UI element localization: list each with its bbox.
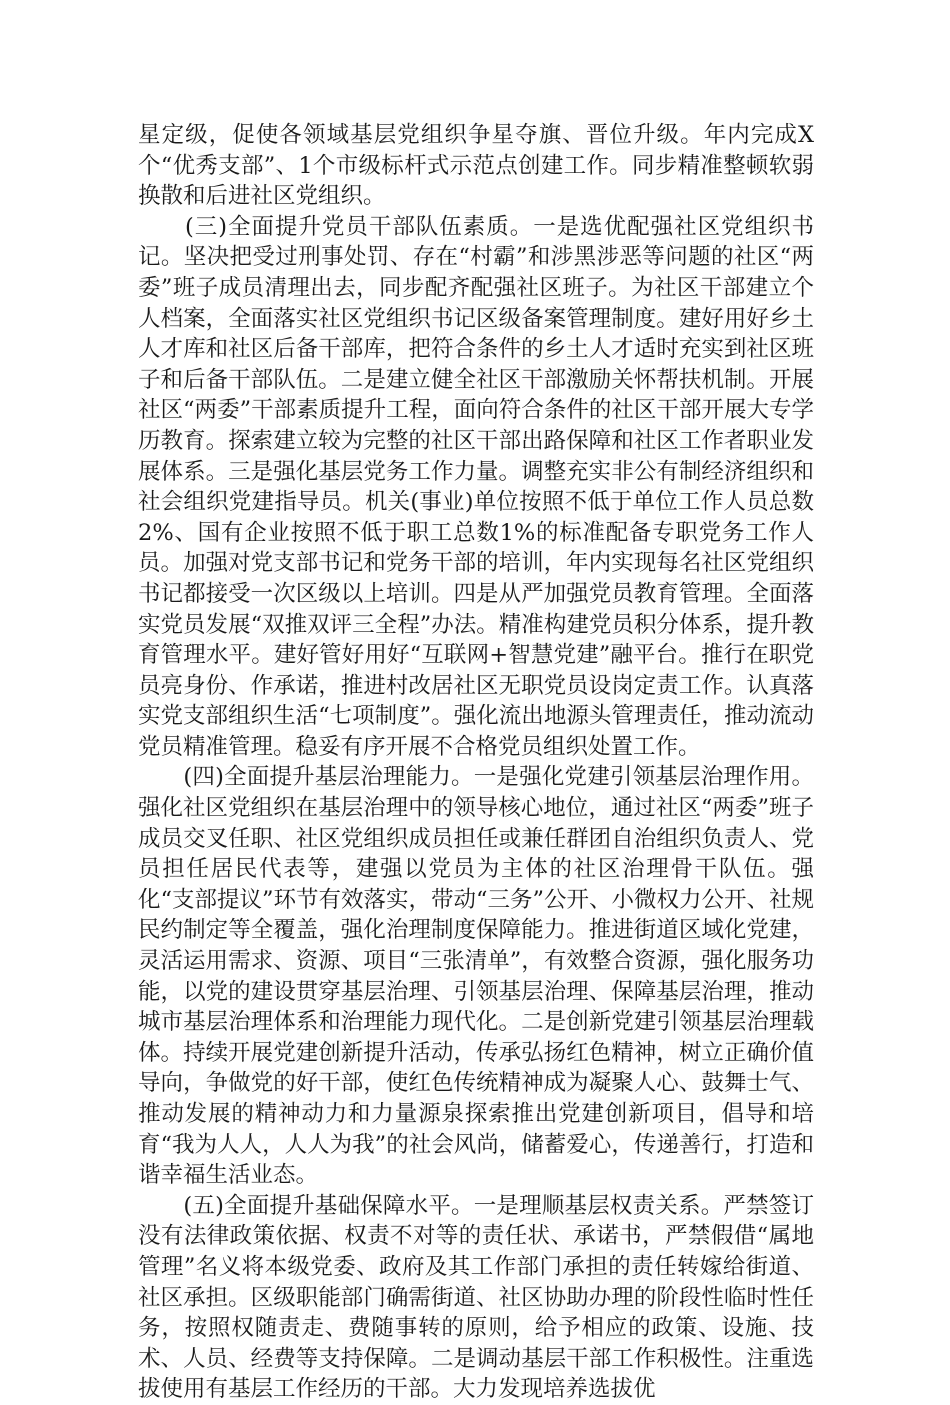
- paragraph-continuation: 星定级，促使各领域基层党组织争星夺旗、晋位升级。年内完成X个“优秀支部”、1个市级标杆式示范点创建工作。同步精准整顿软弱换散和后进社区党组织。: [138, 122, 814, 210]
- paragraph-section-three: (三)全面提升党员干部队伍素质。一是选优配强社区党组织书记。坚决把受过刑事处罚、存在“村霸”和涉黑涉恶等问题的社区“两委”班子成员清理出去，同步配齐配强社区班子。为社区干部建立个人档案，全面落实社区党组织书记区级备案管理制度。建好用好乡土人才库和社区后备干部库，把符合条件的乡土人才适时充实到社区班子和后备干部队伍。二是建立健全社区干部激励关怀帮扶机制。开展社区“两委”干部素质提升工程，面向符合条件的社区干部开展大专学历教育。探索建立较为完整的社区干部出路保障和社区工作者职业发展体系。三是强化基层党务工作力量。调整充实非公有制经济组织和社会组织党建指导员。机关(事业)单位按照不低于单位工作人员总数2%、国有企业按照不低于职工总数1%的标准配备专职党务工作人员。加强对党支部书记和党务干部的培训，年内实现每名社区党组织书记都接受一次区级以上培训。四是从严加强党员教育管理。全面落实党员发展“双推双评三全程”办法。精准构建党员积分体系，提升教育管理水平。建好管好用好“互联网+智慧党建”融平台。推行在职党员亮身份、作承诺，推进村改居社区无职党员设岗定责工作。认真落实党支部组织生活“七项制度”。强化流出地源头管理责任，推动流动党员精准管理。稳妥有序开展不合格党员组织处置工作。: [138, 213, 814, 760]
- document-body: [138, 120, 814, 1405]
- paragraph-section-four: (四)全面提升基层治理能力。一是强化党建引领基层治理作用。强化社区党组织在基层治理中的领导核心地位，通过社区“两委”班子成员交叉任职、社区党组织成员担任或兼任群团自治组织负责人、党员担任居民代表等，建强以党员为主体的社区治理骨干队伍。强化“支部提议”环节有效落实，带动“三务”公开、小微权力公开、社规民约制定等全覆盖，强化治理制度保障能力。推进街道区域化党建，灵活运用需求、资源、项目“三张清单”，有效整合资源，强化服务功能，以党的建设贯穿基层治理、引领基层治理、保障基层治理，推动城市基层治理体系和治理能力现代化。二是创新党建引领基层治理载体。持续开展党建创新提升活动，传承弘扬红色精神，树立正确价值导向，争做党的好干部，使红色传统精神成为凝聚人心、鼓舞士气、推动发展的精神动力和力量源泉探索推出党建创新项目，倡导和培育“我为人人，人人为我”的社会风尚，储蓄爱心，传递善行，打造和谐幸福生活业态。: [138, 764, 815, 1189]
- paragraph-section-five: (五)全面提升基础保障水平。一是理顺基层权责关系。严禁签订没有法律政策依据、权责不对等的责任状、承诺书，严禁假借“属地管理”名义将本级党委、政府及其工作部门承担的责任转嫁给街道、社区承担。区级职能部门确需街道、社区协助办理的阶段性临时性任务，按照权随责走、费随事转的原则，给予相应的政策、设施、技术、人员、经费等支持保障。二是调动基层干部工作积极性。注重选拔使用有基层工作经历的干部。大力发现培养选拔优: [138, 1192, 814, 1403]
